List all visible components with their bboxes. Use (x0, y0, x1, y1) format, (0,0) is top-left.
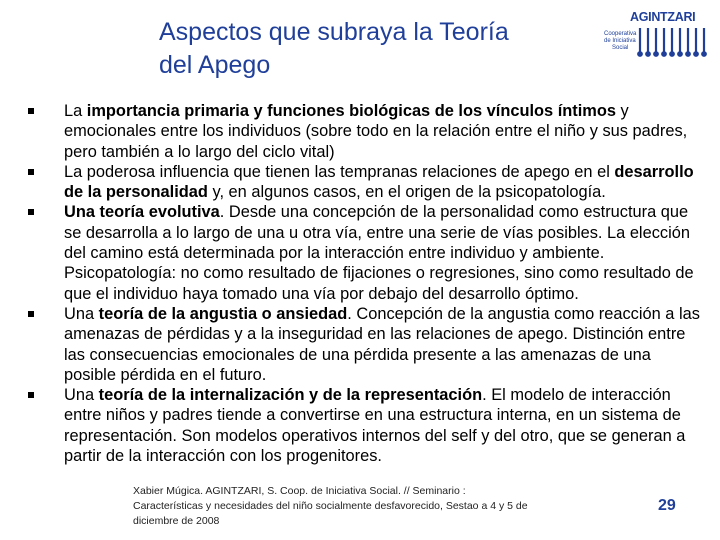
logo-wordmark: AGINTZARI (630, 10, 696, 24)
bullet-text: . El modelo de interacción entre niños y padres tiende a convertirse en una estructura interna, en un sistema de representación. Son modelos operativos internos del self y del otro, que se generan a partir de la interacción con los progenitores. (64, 386, 686, 466)
footer-line-1: Xabier Múgica. AGINTZARI, S. Coop. de Iniciativa Social. // Seminario : (133, 485, 466, 497)
bullet-square-icon (28, 169, 34, 175)
logo-subtitle-1: Cooperativa (604, 31, 637, 37)
bullet-emphasis: Una teoría evolutiva (64, 203, 220, 222)
logo-subtitle-3: Social (612, 45, 629, 51)
title-line-1: Aspectos que subraya la Teoría (159, 18, 509, 46)
bullet-emphasis: teoría de la angustia o ansiedad (98, 304, 348, 323)
bullet-item (28, 202, 700, 303)
bullet-text: Una (64, 304, 99, 323)
footer-line-3: diciembre de 2008 (133, 515, 220, 527)
bullet-square-icon (28, 392, 34, 398)
bullet-text: La poderosa influencia que tienen las tempranas relaciones de apego en el (64, 162, 615, 181)
bullet-item (28, 101, 700, 162)
bullet-square-icon (28, 311, 34, 317)
footer-line-2: Características y necesidades del niño socialmente desfavorecido, Sestao a 4 y 5 de (133, 500, 528, 512)
bullet-emphasis: desarrollo de la personalidad (64, 162, 694, 202)
bullet-item (28, 162, 700, 203)
title-line-2: del Apego (159, 51, 271, 79)
bullet-text: y, en algunos casos, en el origen de la psicopatología. (207, 183, 606, 202)
bullet-square-icon (28, 108, 34, 114)
logo-figures-icon (638, 28, 706, 56)
bullet-item (28, 385, 700, 466)
bullet-text: . Desde una concepción de la personalidad como estructura que se desarrolla a lo largo de una u otra vía, entre una serie de vías posibles. La elección del camino está determinada por la interacción entre individuo y ambiente. Psicopatología: no como resultado de fijaciones o regresiones, sino como resultado de que el individuo haya tomado una vía por debajo del desarrollo óptimo. (64, 203, 694, 303)
bullet-text: Una (64, 386, 99, 405)
slide-footer (133, 484, 633, 529)
bullet-text: y emocionales entre los individuos (sobre todo en la relación entre el niño y sus padres, pero también a lo largo del ciclo vital) (64, 102, 688, 161)
slide-title (159, 16, 589, 82)
bullet-text: . Concepción de la angustia como reacción a las amenazas de pérdidas y a la inseguridad en las relaciones de apego. Distinción entre las consecuencias emocionales de una pérdida presente a las amenazas de una posible pérdida en el futuro. (64, 304, 700, 384)
bullet-item (28, 304, 700, 385)
bullet-text: La (64, 102, 87, 120)
agintzari-logo (602, 8, 710, 62)
page-number: 29 (658, 497, 676, 514)
bullet-square-icon (28, 209, 34, 215)
bullet-emphasis: teoría de la internalización y de la representación (98, 386, 483, 405)
logo-subtitle-2: de Iniciativa (604, 38, 636, 44)
bullet-emphasis: importancia primaria y funciones biológicas de los vínculos íntimos (86, 102, 616, 120)
bullet-list (28, 101, 700, 466)
